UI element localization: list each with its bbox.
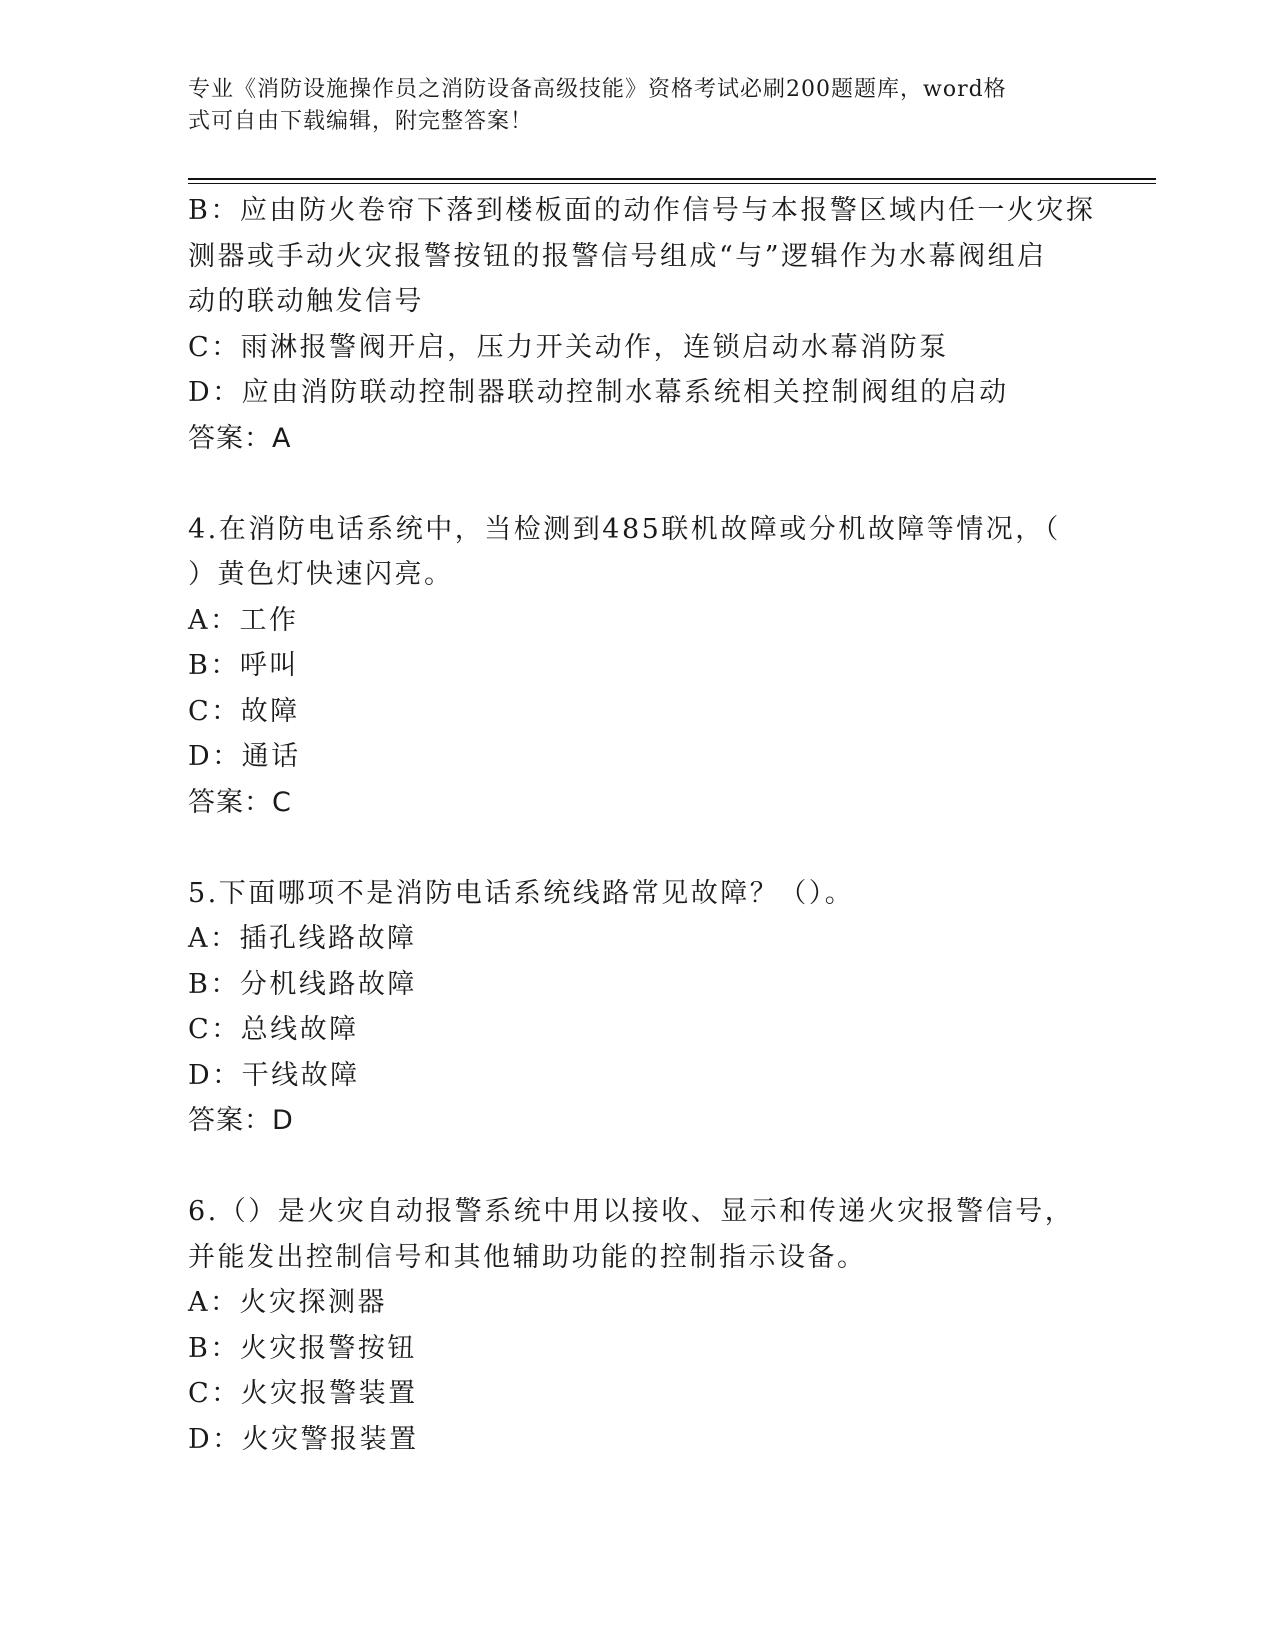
q5-option-c: C：总线故障 xyxy=(188,1014,359,1045)
q5-answer: 答案：D xyxy=(188,1105,294,1136)
q6-stem-line-1: 6.（）是火灾自动报警系统中用以接收、显示和传递火灾报警信号， xyxy=(188,1196,1075,1227)
spacer xyxy=(188,1144,1088,1190)
q4-answer: 答案：C xyxy=(188,786,292,818)
document-header xyxy=(188,74,1068,138)
q5-stem: 5.下面哪项不是消防电话系统线路常见故障？（）。 xyxy=(188,877,855,909)
q4-option-b: B：呼叫 xyxy=(188,650,299,681)
header-divider-thin xyxy=(188,183,1156,184)
header-line-1: 专业《消防设施操作员之消防设备高级技能》资格考试必刷200题题库，word格 xyxy=(188,77,1007,102)
q6-option-d: D：火灾警报装置 xyxy=(188,1423,419,1455)
q3-answer: 答案：A xyxy=(188,422,292,454)
q3-option-d: D：应由消防联动控制器联动控制水幕系统相关控制阀组的启动 xyxy=(188,377,1009,408)
q4-option-a: A：工作 xyxy=(188,604,299,636)
q3-option-b-line-1: B：应由防火卷帘下落到楼板面的动作信号与本报警区域内任一火灾探 xyxy=(188,195,1096,226)
q5-option-a: A：插孔线路故障 xyxy=(188,923,417,954)
header-divider-thick xyxy=(188,178,1156,180)
q6-option-c: C：火灾报警装置 xyxy=(188,1378,418,1409)
q4-stem-line-1: 4.在消防电话系统中，当检测到485联机故障或分机故障等情况，（ xyxy=(188,513,1061,545)
question-4 xyxy=(188,507,1088,826)
q3-option-b-line-2: 测器或手动火灾报警按钮的报警信号组成“与”逻辑作为水幕阀组启 xyxy=(188,240,1047,272)
q6-stem-line-2: 并能发出控制信号和其他辅助功能的控制指示设备。 xyxy=(188,1241,867,1273)
q4-stem-line-2: ）黄色灯快速闪亮。 xyxy=(188,559,454,590)
q6-option-b: B：火灾报警按钮 xyxy=(188,1332,417,1364)
spacer xyxy=(188,825,1088,871)
q4-option-c: C：故障 xyxy=(188,695,300,727)
q6-option-a: A：火灾探测器 xyxy=(188,1287,387,1318)
question-6 xyxy=(188,1189,1088,1462)
header-line-2: 式可自由下载编辑，附完整答案！ xyxy=(188,109,534,134)
q5-option-d: D：干线故障 xyxy=(188,1059,360,1091)
question-3 xyxy=(188,188,1096,461)
q4-option-d: D：通话 xyxy=(188,741,301,772)
question-content xyxy=(188,188,1096,1462)
question-5 xyxy=(188,871,1088,1144)
spacer xyxy=(188,461,1088,507)
q3-option-b-line-3: 动的联动触发信号 xyxy=(188,286,424,317)
q3-option-c: C：雨淋报警阀开启，压力开关动作，连锁启动水幕消防泵 xyxy=(188,331,949,363)
q5-option-b: B：分机线路故障 xyxy=(188,968,417,1000)
